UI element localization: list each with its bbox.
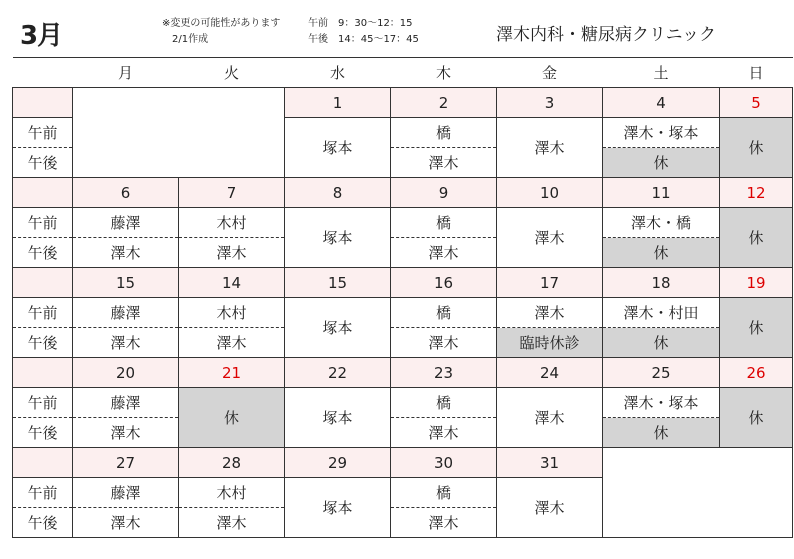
date-label-cell [13, 448, 73, 478]
doctor-cell: 澤木 [497, 118, 603, 178]
doctor-cell: 澤木 [391, 328, 497, 358]
date-cell: 17 [497, 268, 603, 298]
doctor-cell: 橋 [391, 208, 497, 238]
pm-row [13, 328, 793, 358]
date-label-cell [13, 88, 73, 118]
doctor-cell: 塚本 [285, 118, 391, 178]
change-notice: ※変更の可能性があります [162, 18, 281, 29]
doctor-cell: 澤木 [73, 418, 179, 448]
am-label: 午前 [13, 208, 73, 238]
clinic-name: 澤木内科・糖尿病クリニック [496, 25, 716, 45]
weekday-thu: 木 [391, 58, 497, 88]
pm-label: 午後 [13, 238, 73, 268]
closed-cell: 休 [603, 238, 720, 268]
doctor-cell: 澤木 [73, 508, 179, 538]
doctor-cell: 藤澤 [73, 208, 179, 238]
doctor-cell: 塚本 [285, 208, 391, 268]
corner-cell [13, 58, 73, 88]
weekday-fri: 金 [497, 58, 603, 88]
date-cell: 18 [603, 268, 720, 298]
header [0, 0, 794, 58]
am-label: 午前 [13, 118, 73, 148]
doctor-cell: 藤澤 [73, 298, 179, 328]
date-cell: 14 [179, 268, 285, 298]
date-cell: 15 [73, 268, 179, 298]
date-cell: 8 [285, 178, 391, 208]
closed-cell: 休 [603, 148, 720, 178]
closed-cell: 休 [720, 208, 793, 268]
closed-cell: 休 [179, 388, 285, 448]
date-cell: 20 [73, 358, 179, 388]
closed-cell: 休 [720, 118, 793, 178]
date-row [13, 88, 793, 118]
doctor-cell: 澤木 [73, 328, 179, 358]
date-cell: 4 [603, 88, 720, 118]
doctor-cell: 澤木 [497, 298, 603, 328]
closed-cell: 休 [720, 388, 793, 448]
doctor-cell: 澤木 [497, 478, 603, 538]
temporary-closure-cell: 臨時休診 [497, 328, 603, 358]
date-row [13, 448, 793, 478]
doctor-cell: 塚本 [285, 298, 391, 358]
closed-cell: 休 [720, 298, 793, 358]
month-title: 3月 [20, 21, 63, 51]
pm-label: 午後 [13, 328, 73, 358]
created-date: 2/1作成 [172, 34, 209, 45]
doctor-cell: 澤木 [179, 238, 285, 268]
weekday-sat: 土 [603, 58, 720, 88]
date-cell: 29 [285, 448, 391, 478]
am-label: 午前 [13, 478, 73, 508]
date-row [13, 358, 793, 388]
date-cell: 2 [391, 88, 497, 118]
weekday-wed: 水 [285, 58, 391, 88]
doctor-cell: 木村 [179, 478, 285, 508]
date-cell: 16 [391, 268, 497, 298]
pm-label: 午後 [13, 508, 73, 538]
weekday-sun: 日 [720, 58, 793, 88]
date-row [13, 178, 793, 208]
doctor-cell: 木村 [179, 298, 285, 328]
pm-row [13, 238, 793, 268]
date-cell-holiday: 21 [179, 358, 285, 388]
date-cell: 30 [391, 448, 497, 478]
date-row [13, 268, 793, 298]
empty-cell [603, 448, 793, 538]
doctor-cell: 澤木 [497, 388, 603, 448]
doctor-cell: 澤木・村田 [603, 298, 720, 328]
date-cell: 6 [73, 178, 179, 208]
doctor-cell: 澤木 [391, 148, 497, 178]
date-cell-sunday: 5 [720, 88, 793, 118]
date-cell: 3 [497, 88, 603, 118]
doctor-cell: 橋 [391, 298, 497, 328]
date-label-cell [13, 178, 73, 208]
date-cell-sunday: 19 [720, 268, 793, 298]
doctor-cell: 橋 [391, 478, 497, 508]
doctor-cell: 澤木・橋 [603, 208, 720, 238]
doctor-cell: 澤木 [391, 508, 497, 538]
date-cell-sunday: 12 [720, 178, 793, 208]
date-cell: 31 [497, 448, 603, 478]
date-label-cell [13, 268, 73, 298]
pm-row [13, 418, 793, 448]
doctor-cell: 澤木 [73, 238, 179, 268]
date-cell: 25 [603, 358, 720, 388]
doctor-cell: 澤木 [497, 208, 603, 268]
doctor-cell: 塚本 [285, 478, 391, 538]
doctor-cell: 澤木 [391, 418, 497, 448]
doctor-cell: 塚本 [285, 388, 391, 448]
schedule-table [12, 57, 793, 538]
doctor-cell: 橋 [391, 388, 497, 418]
date-cell: 9 [391, 178, 497, 208]
doctor-cell: 澤木 [391, 238, 497, 268]
pm-label: 午後 [13, 148, 73, 178]
doctor-cell: 木村 [179, 208, 285, 238]
hours-pm: 午後 14：45～17：45 [308, 34, 419, 45]
am-row [13, 388, 793, 418]
doctor-cell: 澤木・塚本 [603, 388, 720, 418]
am-label: 午前 [13, 388, 73, 418]
date-cell: 1 [285, 88, 391, 118]
date-cell: 10 [497, 178, 603, 208]
date-cell: 27 [73, 448, 179, 478]
date-label-cell [13, 358, 73, 388]
date-cell: 28 [179, 448, 285, 478]
weekday-mon: 月 [73, 58, 179, 88]
doctor-cell: 澤木 [179, 328, 285, 358]
weekday-tue: 火 [179, 58, 285, 88]
date-cell: 22 [285, 358, 391, 388]
doctor-cell: 澤木 [179, 508, 285, 538]
date-cell: 24 [497, 358, 603, 388]
am-row [13, 298, 793, 328]
date-cell: 15 [285, 268, 391, 298]
doctor-cell: 橋 [391, 118, 497, 148]
doctor-cell: 藤澤 [73, 478, 179, 508]
weekday-header-row [13, 58, 793, 88]
hours-am: 午前 9：30～12：15 [308, 18, 413, 29]
doctor-cell: 澤木・塚本 [603, 118, 720, 148]
date-cell: 7 [179, 178, 285, 208]
doctor-cell: 藤澤 [73, 388, 179, 418]
closed-cell: 休 [603, 418, 720, 448]
date-cell: 11 [603, 178, 720, 208]
am-row [13, 208, 793, 238]
closed-cell: 休 [603, 328, 720, 358]
date-cell: 23 [391, 358, 497, 388]
date-cell-sunday: 26 [720, 358, 793, 388]
empty-cell [73, 88, 285, 178]
am-label: 午前 [13, 298, 73, 328]
pm-label: 午後 [13, 418, 73, 448]
